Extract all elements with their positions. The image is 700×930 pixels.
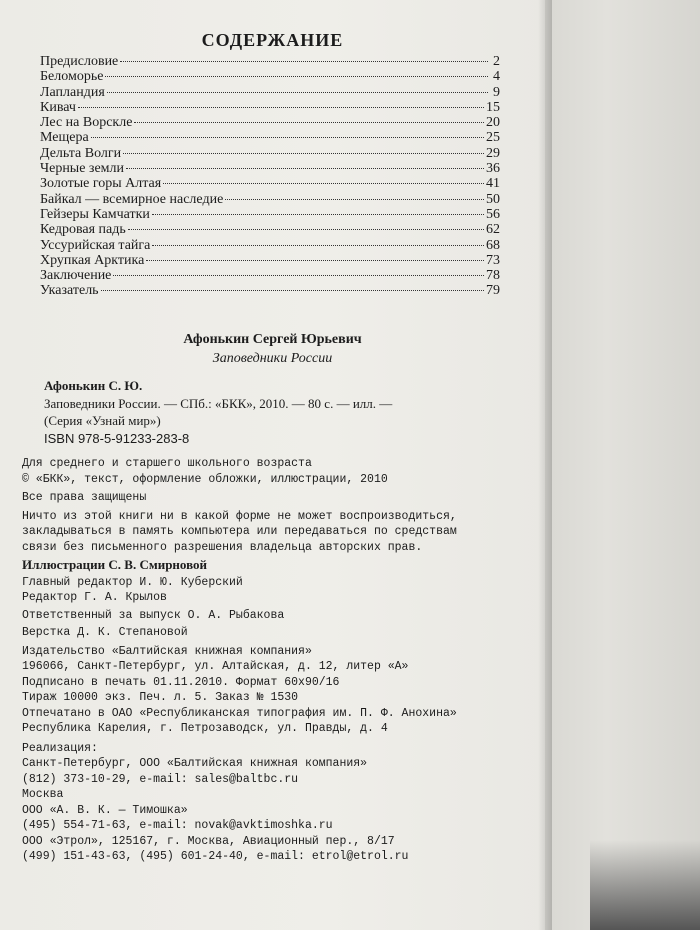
- publisher-line: Издательство «Балтийская книжная компания»: [22, 644, 312, 658]
- sales-line: (499) 151-43-63, (495) 601-24-40, e-mail: etrol@etrol.ru: [22, 850, 409, 863]
- toc-page: 79: [486, 283, 500, 299]
- toc-label: Кивач: [40, 99, 76, 115]
- toc-label: Беломорье: [40, 69, 104, 85]
- toc-label: Уссурийская тайга: [40, 237, 151, 253]
- toc-label: Предисловие: [40, 54, 119, 69]
- toc-row: [40, 207, 500, 222]
- toc-row: [40, 176, 500, 191]
- toc-page: 78: [486, 268, 500, 284]
- contents-list: [40, 54, 500, 299]
- rights-note: Все права защищены: [22, 491, 147, 504]
- toc-page: 56: [486, 206, 500, 222]
- toc-page: 20: [486, 115, 500, 131]
- staff-line: Ответственный за выпуск О. А. Рыбакова: [22, 608, 285, 622]
- notice-line: закладываться в память компьютера или передаваться по средствам: [22, 525, 457, 538]
- toc-leader: [126, 168, 484, 169]
- copyright-note: © «БКК», текст, оформление обложки, иллюстрации, 2010: [22, 472, 388, 486]
- toc-row: [40, 130, 500, 145]
- toc-page: 29: [486, 145, 500, 161]
- toc-row: [40, 253, 500, 268]
- toc-page: 73: [486, 252, 500, 268]
- toc-page: 25: [486, 130, 500, 146]
- staff-line: Главный редактор И. Ю. Куберский: [22, 575, 243, 589]
- toc-leader: [146, 260, 484, 261]
- toc-leader: [91, 137, 484, 138]
- book-cover-edge: [545, 0, 700, 930]
- toc-leader: [152, 245, 484, 246]
- toc-page: 36: [486, 161, 500, 177]
- notice-line: Ничто из этой книги ни в какой форме не может воспроизводиться,: [22, 509, 457, 523]
- toc-row: [40, 283, 500, 298]
- toc-leader: [128, 229, 484, 230]
- toc-row: [40, 54, 500, 69]
- toc-page: 50: [486, 191, 500, 207]
- background-shadow: [590, 840, 700, 930]
- biblio-author: Афонькин С. Ю.: [44, 378, 143, 393]
- book-title: Заповедники России: [212, 351, 333, 366]
- toc-leader: [123, 153, 484, 154]
- toc-page: 68: [486, 237, 500, 253]
- page-edge-shadow: [538, 0, 552, 930]
- isbn: ISBN 978-5-91233-283-8: [44, 431, 190, 446]
- toc-leader: [225, 199, 484, 200]
- sales-line: (495) 554-71-63, e-mail: novak@avktimoshka.ru: [22, 819, 333, 832]
- bibliographic-record: [44, 377, 392, 430]
- toc-row: [40, 192, 500, 207]
- publisher-line: Отпечатано в ОАО «Республиканская типография им. П. Ф. Анохина»: [22, 706, 457, 720]
- toc-row: [40, 115, 500, 130]
- toc-leader: [113, 275, 484, 276]
- toc-leader: [105, 76, 488, 77]
- toc-row: [40, 100, 500, 115]
- toc-leader: [152, 214, 484, 215]
- toc-label: Кедровая падь: [40, 222, 126, 238]
- publisher-line: 196066, Санкт-Петербург, ул. Алтайская, д. 12, литер «А»: [22, 660, 409, 673]
- publisher-line: Республика Карелия, г. Петрозаводск, ул. Правды, д. 4: [22, 722, 388, 735]
- toc-page: 15: [486, 99, 500, 115]
- biblio-series: (Серия «Узнай мир»): [44, 413, 161, 428]
- toc-label: Заключение: [40, 268, 112, 284]
- toc-row: [40, 222, 500, 237]
- toc-label: Байкал — всемирное наследие: [40, 191, 224, 207]
- sales-line: ООО «А. В. К. — Тимошка»: [22, 803, 188, 817]
- toc-row: [40, 161, 500, 176]
- toc-row: [40, 146, 500, 161]
- staff-line: Верстка Д. К. Степановой: [22, 626, 188, 639]
- toc-page: 4: [493, 69, 500, 85]
- staff-line: Редактор Г. А. Крылов: [22, 591, 167, 604]
- sales-line: (812) 373-10-29, e-mail: sales@baltbc.ru: [22, 772, 299, 786]
- imprint-block: [22, 456, 457, 865]
- toc-row: [40, 85, 500, 100]
- illustrations-credit: Иллюстрации С. В. Смирновой: [22, 557, 208, 572]
- sales-line: ООО «Этрол», 125167, г. Москва, Авиационный пер., 8/17: [22, 834, 395, 848]
- biblio-line: Заповедники России. — СПб.: «БКК», 2010. — 80 с. — илл. —: [44, 395, 393, 411]
- toc-row: [40, 268, 500, 283]
- toc-leader: [120, 61, 488, 62]
- toc-label: Хрупкая Арктика: [40, 252, 145, 268]
- toc-label: Гейзеры Камчатки: [40, 206, 150, 222]
- toc-leader: [101, 290, 484, 291]
- toc-label: Лес на Ворскле: [40, 115, 133, 131]
- toc-row: [40, 69, 500, 84]
- toc-leader: [107, 92, 488, 93]
- sales-line: Москва: [22, 788, 64, 801]
- publisher-line: Тираж 10000 экз. Печ. л. 5. Заказ № 1530: [22, 691, 299, 704]
- book-author: Афонькин Сергей Юрьевич: [183, 332, 362, 347]
- toc-label: Указатель: [40, 283, 99, 299]
- age-note: Для среднего и старшего школьного возраста: [22, 457, 312, 470]
- toc-leader: [78, 107, 484, 108]
- publisher-line: Подписано в печать 01.11.2010. Формат 60х90/16: [22, 675, 340, 689]
- sales-title: Реализация:: [22, 741, 98, 755]
- toc-page: 41: [486, 176, 500, 192]
- sales-line: Санкт-Петербург, ООО «Балтийская книжная компания»: [22, 757, 368, 770]
- toc-page: 62: [486, 222, 500, 238]
- toc-label: Лапландия: [40, 84, 105, 100]
- toc-row: [40, 238, 500, 253]
- contents-title: СОДЕРЖАНИЕ: [201, 30, 344, 50]
- toc-label: Дельта Волги: [40, 145, 122, 161]
- toc-label: Черные земли: [40, 161, 125, 177]
- toc-leader: [163, 183, 484, 184]
- toc-page: 2: [493, 54, 500, 69]
- toc-label: Мещера: [40, 130, 89, 146]
- notice-line: связи без письменного разрешения владельца авторских прав.: [22, 540, 423, 554]
- toc-label: Золотые горы Алтая: [40, 176, 162, 192]
- toc-leader: [134, 122, 484, 123]
- toc-page: 9: [493, 84, 500, 100]
